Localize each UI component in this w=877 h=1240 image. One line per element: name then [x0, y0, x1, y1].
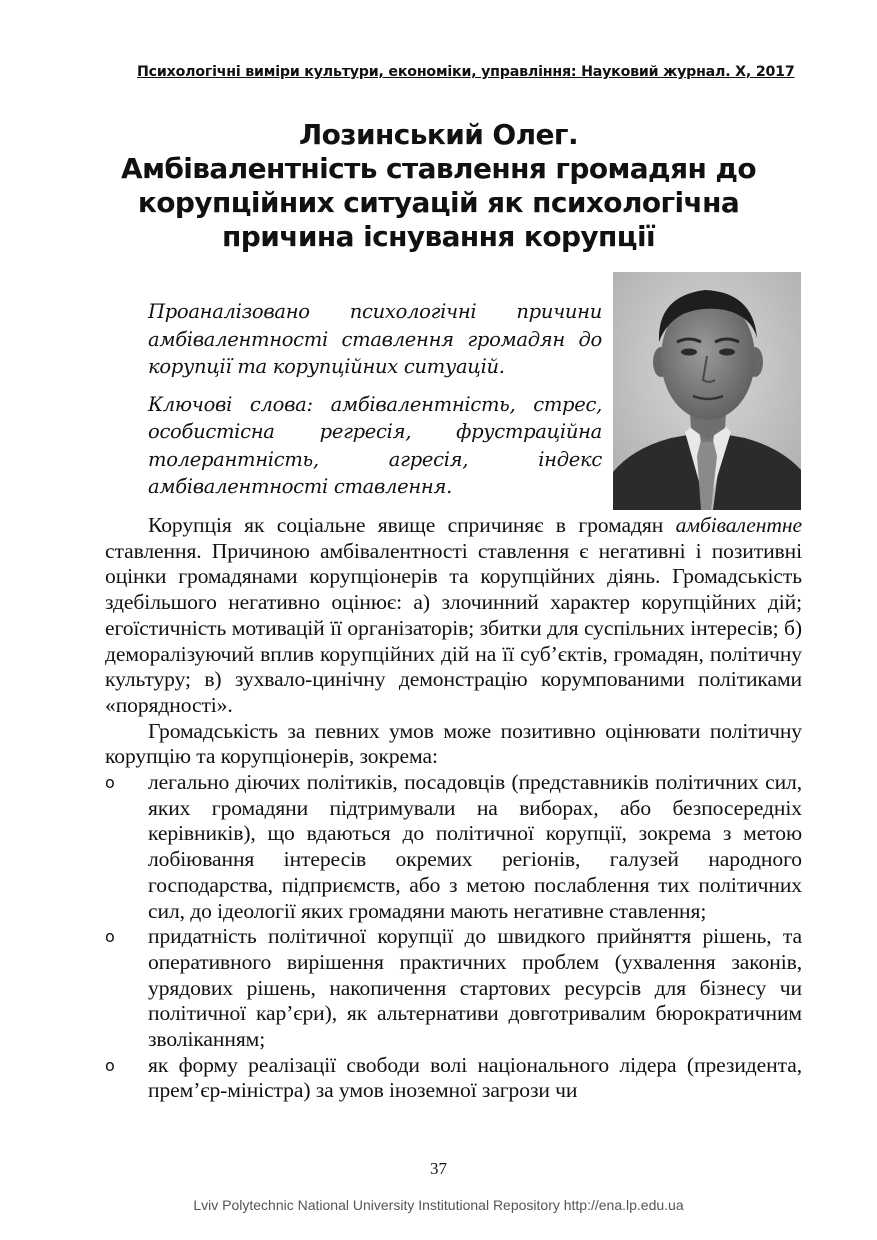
bullet-marker: o [105, 1055, 115, 1075]
bullet-marker: o [105, 773, 115, 793]
body-paragraph [105, 513, 802, 719]
bullet-marker: o [105, 927, 115, 947]
text-run: Корупція як соціальне явище спричиняє в громадян [148, 513, 676, 537]
running-head: Психологічні виміри культури, економіки, управління: Науковий журнал. Х, 2017 [137, 64, 795, 80]
article-body [105, 513, 802, 1104]
author-name: Лозинський Олег. [299, 118, 578, 151]
title-line: причина існування корупції [222, 220, 655, 253]
emphasis-text: амбівалентне [675, 513, 802, 537]
repository-footer: Lviv Polytechnic National University Institutional Repository http://ena.lp.edu.ua [193, 1197, 684, 1213]
abstract-summary: Проаналізовано психологічні причини амбівалентності ставлення громадян до корупції та корупційних ситуацій. [148, 300, 602, 378]
list-item-text: як форму реалізації свободи волі національного лідера (президента, прем’єр-міністра) за умов іноземної загрози чи [148, 1052, 802, 1103]
list-item [105, 1053, 802, 1104]
body-paragraph: Громадськість за певних умов може позитивно оцінювати політичну корупцію та корупціонерів, зокрема: [105, 718, 802, 769]
list-item-text: придатність політичної корупції до швидкого прийняття рішень, та оперативного вирішення практичних проблем (ухвалення законів, урядових рішень, накопичення стартових ресурсів для бізнесу чи політичної кар’єри), як альтернативи довготривалим бюрократичним зволіканням; [148, 924, 802, 1052]
page-number: 37 [430, 1159, 447, 1178]
list-item-text: легально діючих політиків, посадовців (представників політичних сил, яких громадяни підтримували на виборах, або безпосередніх керівників), що вдаються до політичної корупції, зокрема з метою лобіювання інтересів окремих регіонів, галузей народного господарства, підприємств, або з метою послаблення тих політичних сил, до ідеології яких громадяни мають негативне ставлення; [148, 770, 802, 923]
article-title [60, 118, 817, 254]
list-item [105, 770, 802, 924]
title-line: Амбівалентність ставлення громадян до [121, 152, 756, 185]
author-photo [613, 272, 801, 510]
list-item [105, 924, 802, 1053]
keywords: Ключові слова: амбівалентність, стрес, особистісна регресія, фрустраційна толерантність, агресія, індекс амбівалентності ставлення. [148, 392, 602, 498]
title-line: корупційних ситуацій як психологічна [137, 186, 740, 219]
abstract [148, 298, 602, 501]
text-run: ставлення. Причиною амбівалентності ставлення є негативні і позитивні оцінки громадянами корупціонерів та корупційних діянь. Громадськість здебільшого негативно оцінює: а) злочинний характер корупційних дій; егоїстичність мотивацій її організаторів; збитки для суспільних інтересів; б) деморалізуючий вплив корупційних дій на її суб’єктів, громадян, політичну культуру; в) зухвало-цинічну демонстрацію корумпованими політиками «порядності». [105, 538, 802, 717]
bullet-list [105, 770, 802, 1104]
